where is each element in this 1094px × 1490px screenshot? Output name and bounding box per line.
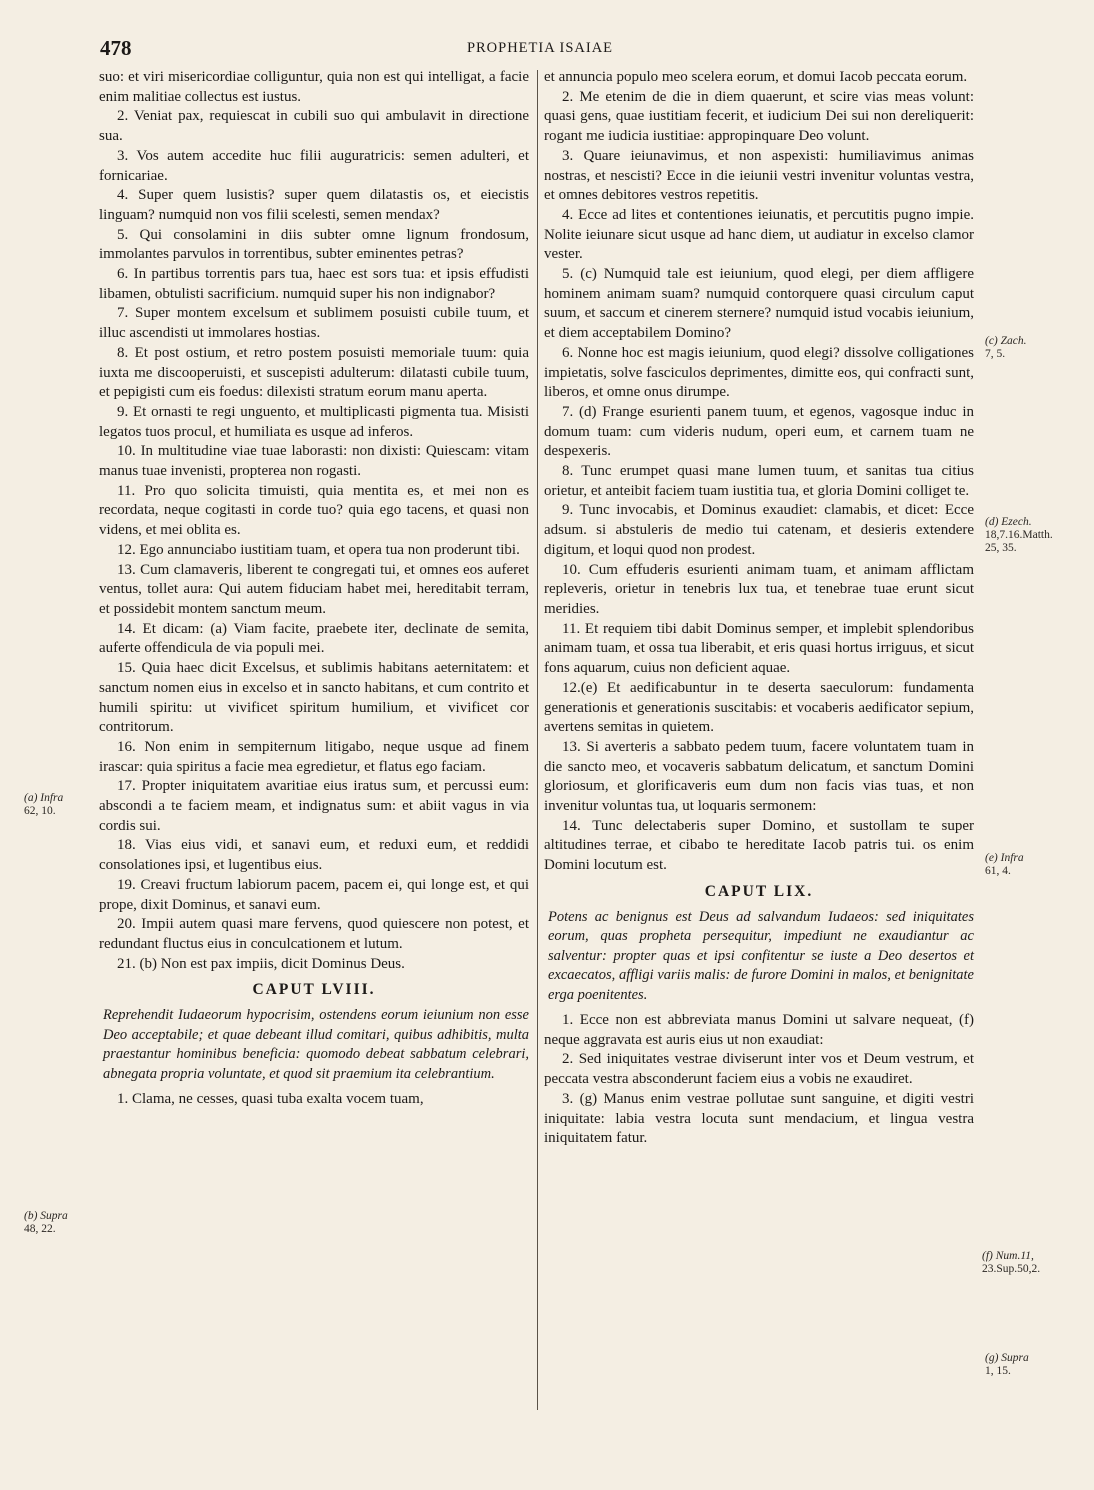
verse: 3. (g) Manus enim vestrae pollutae sunt sanguine, et digiti vestri iniquitate: labia vestra locuta sunt mendacium, et lingua vestra iniquitatem fatur. (544, 1090, 974, 1147)
verse: 10. Cum effuderis esurienti animam tuam, et animam afflictam repleveris, orietur in tenebris lux tua, et tenebrae tuae erunt sicut meridies. (544, 561, 974, 617)
verse: 3. Vos autem accedite huc filii auguratricis: semen adulteri, et fornicariae. (99, 147, 529, 184)
verse: 9. Tunc invocabis, et Dominus exaudiet: clamabis, et dicet: Ecce adsum. si abstuleris de medio tui catenam, et desieris extendere digitum, et loqui quod non prodest. (544, 502, 974, 558)
margin-note-d (985, 516, 1067, 555)
verse: 12.(e) Et aedificabuntur in te deserta saeculorum: fundamenta generationis et generationis suscitabis: et vocaberis aedificator sepium, avertens semitas in quietem. (544, 679, 974, 736)
page-number: 478 (100, 36, 132, 60)
verse: 11. Pro quo solicita timuisti, quia mentita es, et mei non es recordata, neque cogitasti in corde tuo? quia ego tacens, et quasi non videns, et mei oblita es. (99, 482, 529, 539)
verse: 18. Vias eius vidi, et sanavi eum, et reduxi eum, et reddidi consolationes ipsi, et lugentibus eius. (99, 837, 529, 874)
verse: 21. (b) Non est pax impiis, dicit Dominus Deus. (117, 955, 405, 972)
verse: 3. Quare ieiunavimus, et non aspexisti: humiliavimus animas nostras, et nescisti? Ecce in die ieiunii vestri invenitur voluntas vestra, et omnes debitores vestros repetitis. (544, 147, 974, 204)
margin-note-label: (g) Supra (985, 1352, 1029, 1364)
margin-note-ref: 61, 4. (985, 865, 1011, 877)
margin-note-b (24, 1210, 94, 1236)
margin-note-ref: 7, 5. (985, 348, 1006, 360)
margin-note-label: (a) Infra (24, 792, 64, 804)
verse: 13. Cum clamaveris, liberent te congregati tui, et omnes eos auferet ventus, tollet aura: Qui autem fiduciam habet mei, hereditabit terram, et possidebit montem sanctum meum. (99, 561, 529, 617)
verse: 2. Sed iniquitates vestrae diviserunt inter vos et Deum vestrum, et peccata vestra absconderunt faciem eius a vobis ne exaudiret. (544, 1051, 974, 1088)
column-divider (537, 70, 538, 1410)
running-title: PROPHETIA ISAIAE (466, 40, 614, 56)
margin-note-label: (f) Num.11, (982, 1250, 1034, 1262)
verse: 11. Et requiem tibi dabit Dominus semper, et implebit splendoribus animam tuam, et ossa tua liberabit, et eris quasi hortus irriguus, et sicut fons aquarum, cuius non deficient aquae. (544, 620, 974, 677)
left-column (99, 68, 529, 1110)
right-column (544, 68, 974, 1149)
page-header (100, 36, 980, 66)
margin-note-ref: 48, 22. (24, 1223, 56, 1235)
verse: 12. Ego annunciabo iustitiam tuam, et opera tua non proderunt tibi. (117, 541, 520, 558)
margin-note-label: (d) Ezech. (985, 516, 1032, 528)
chapter-summary: Potens ac benignus est Deus ad salvandum Iudaeos: sed iniquitates eorum, quas propheta persequitur, impediunt ne exaudiantur ac salventur: propter quas et ipsi confitentur se iuste a Deo desertos et excaecatos, affligi variis malis: de furore Domini in malos, et benignitate erga poenitentes. (548, 908, 974, 1003)
chapter-heading: CAPUT LIX. (704, 882, 814, 900)
verse: 8. Tunc erumpet quasi mane lumen tuum, et sanitas tua citius orietur, et anteibit faciem tuam iustitia tua, et gloria Domini colliget te. (544, 463, 974, 499)
margin-note-ref: 23.Sup.50,2. (982, 1263, 1041, 1275)
margin-note-label: (c) Zach. (985, 335, 1027, 347)
margin-note-g (985, 1352, 1065, 1378)
verse: 10. In multitudine viae tuae laborasti: non dixisti: Quiescam: vitam manus tuae invenisti, propterea non rogasti. (99, 443, 529, 480)
verse: 5. (c) Numquid tale est ieiunium, quod elegi, per diem affligere hominem animam suam? numquid contorquere quasi circulum caput suum, et saccum et cinerem sternere? numquid istud vocabis ieiunium, et diem acceptabilem Domino? (544, 266, 974, 342)
margin-note-e (985, 852, 1065, 878)
verse: 7. Super montem excelsum et sublimem posuisti cubile tuum, et illuc ascendisti ut immolares hostias. (99, 305, 529, 342)
margin-note-f (982, 1250, 1068, 1276)
verse: 15. Quia haec dicit Excelsus, et sublimis habitans aeternitatem: et sanctum nomen eius in excelso et in sancto habitans, et cum contrito et humili spiritu: ut vivificet spiritum humilium, et vivificet cor contritorum. (99, 660, 529, 736)
verse: 1. Clama, ne cesses, quasi tuba exalta vocem tuam, (117, 1091, 424, 1108)
verse: 2. Veniat pax, requiescat in cubili suo qui ambulavit in directione sua. (99, 108, 529, 145)
margin-note-ref: 1, 15. (985, 1365, 1011, 1377)
verse: 20. Impii autem quasi mare fervens, quod quiescere non potest, et redundant fluctus eius in conculcationem et lutum. (99, 916, 529, 952)
margin-note-label: (e) Infra (985, 852, 1024, 864)
verse: 4. Super quem lusistis? super quem dilatastis os, et eiecistis linguam? numquid non vos filii scelesti, semen mendax? (99, 187, 529, 223)
verse: 2. Me etenim de die in diem quaerunt, et scire vias meas volunt: quasi gens, quae iustitiam fecerit, et iudicium Dei sui non dereliquerit: rogant me iudicia iustitiae: appropinquare Deo volunt. (544, 88, 974, 145)
verse: 7. (d) Frange esurienti panem tuum, et egenos, vagosque induc in domum tuam: cum videris nudum, operi eum, et carnem tuam ne despexeris. (544, 403, 974, 460)
verse-continuation: suo: et viri misericordiae colliguntur, quia non est qui intelligat, a facie enim malitiae collectus est iustus. (99, 69, 529, 105)
verse: 8. Et post ostium, et retro postem posuisti memoriale tuum: quia iuxta me discooperuisti, et suscepisti adulterum: dilatasti cubile tuum, et pepigisti cum eis foedus: dilexisti stratum eorum manu aperta. (99, 344, 529, 401)
verse-continuation: et annuncia populo meo scelera eorum, et domui Iacob peccata eorum. (544, 69, 968, 85)
margin-note-ref: 62, 10. (24, 805, 56, 817)
verse: 19. Creavi fructum labiorum pacem, pacem ei, qui longe est, et qui prope, dixit Dominus, et sanavi eum. (99, 876, 529, 913)
verse: 1. Ecce non est abbreviata manus Domini ut salvare nequeat, (f) neque aggravata est auris eius ut non exaudiat: (544, 1012, 974, 1048)
verse: 17. Propter iniquitatem avaritiae eius iratus sum, et percussi eum: abscondi a te faciem meam, et indignatus sum: et abiit vagus in via cordis sui. (99, 778, 529, 834)
chapter-summary: Reprehendit Iudaeorum hypocrisim, ostendens eorum ieiunium non esse Deo acceptabile; et quae debeant illud comitari, quibus adhibitis, multa praestantur hominibus beneficia: quomodo debeat sabbatum celebrari, abnegata propria voluntate, et quod sit praemium ita celebrantium. (103, 1007, 529, 1082)
verse: 4. Ecce ad lites et contentiones ieiunatis, et percutitis pugno impie. Nolite ieiunare sicut usque ad hanc diem, ut audiatur in excelso clamor vester. (544, 206, 974, 263)
verse: 13. Si averteris a sabbato pedem tuum, facere voluntatem tuam in die sancto meo, et vocaveris sabbatum delicatum, et sanctum Domini gloriosum, et glorificaveris eum dum non facis vias tuas, et non invenitur voluntas tua, ut loquaris sermonem: (544, 738, 974, 815)
verse: 14. Tunc delectaberis super Domino, et sustollam te super altitudines terrae, et cibabo te hereditate Iacob patris tui. os enim Domini locutum est. (544, 817, 974, 874)
verse: 14. Et dicam: (a) Viam facite, praebete iter, declinate de semita, auferte offendicula de via populi mei. (99, 620, 529, 657)
verse: 5. Qui consolamini in diis subter omne lignum frondosum, immolantes parvulos in torrentibus, subter eminentes petras? (99, 226, 529, 263)
verse: 16. Non enim in sempiternum litigabo, neque usque ad finem irascar: quia spiritus a facie mea egredietur, et flatus ego faciam. (99, 738, 529, 775)
verse: 9. Et ornasti te regi unguento, et multiplicasti pigmenta tua. Misisti legatos tuos procul, et humiliata es usque ad inferos. (99, 403, 529, 440)
margin-note-c (985, 335, 1065, 361)
margin-note-ref: 18,7.16.Matth. 25, 35. (985, 529, 1053, 554)
margin-note-label: (b) Supra (24, 1210, 68, 1222)
chapter-heading: CAPUT LVIII. (252, 981, 376, 999)
margin-note-a (24, 792, 94, 818)
verse: 6. In partibus torrentis pars tua, haec est sors tua: et ipsis effudisti libamen, obtulisti sacrificium. numquid super his non indignabor? (99, 266, 529, 302)
verse: 6. Nonne hoc est magis ieiunium, quod elegi? dissolve colligationes impietatis, solve fasciculos deprimentes, dimitte eos, qui confracti sunt, liberos, et omne onus dirumpe. (544, 344, 974, 401)
